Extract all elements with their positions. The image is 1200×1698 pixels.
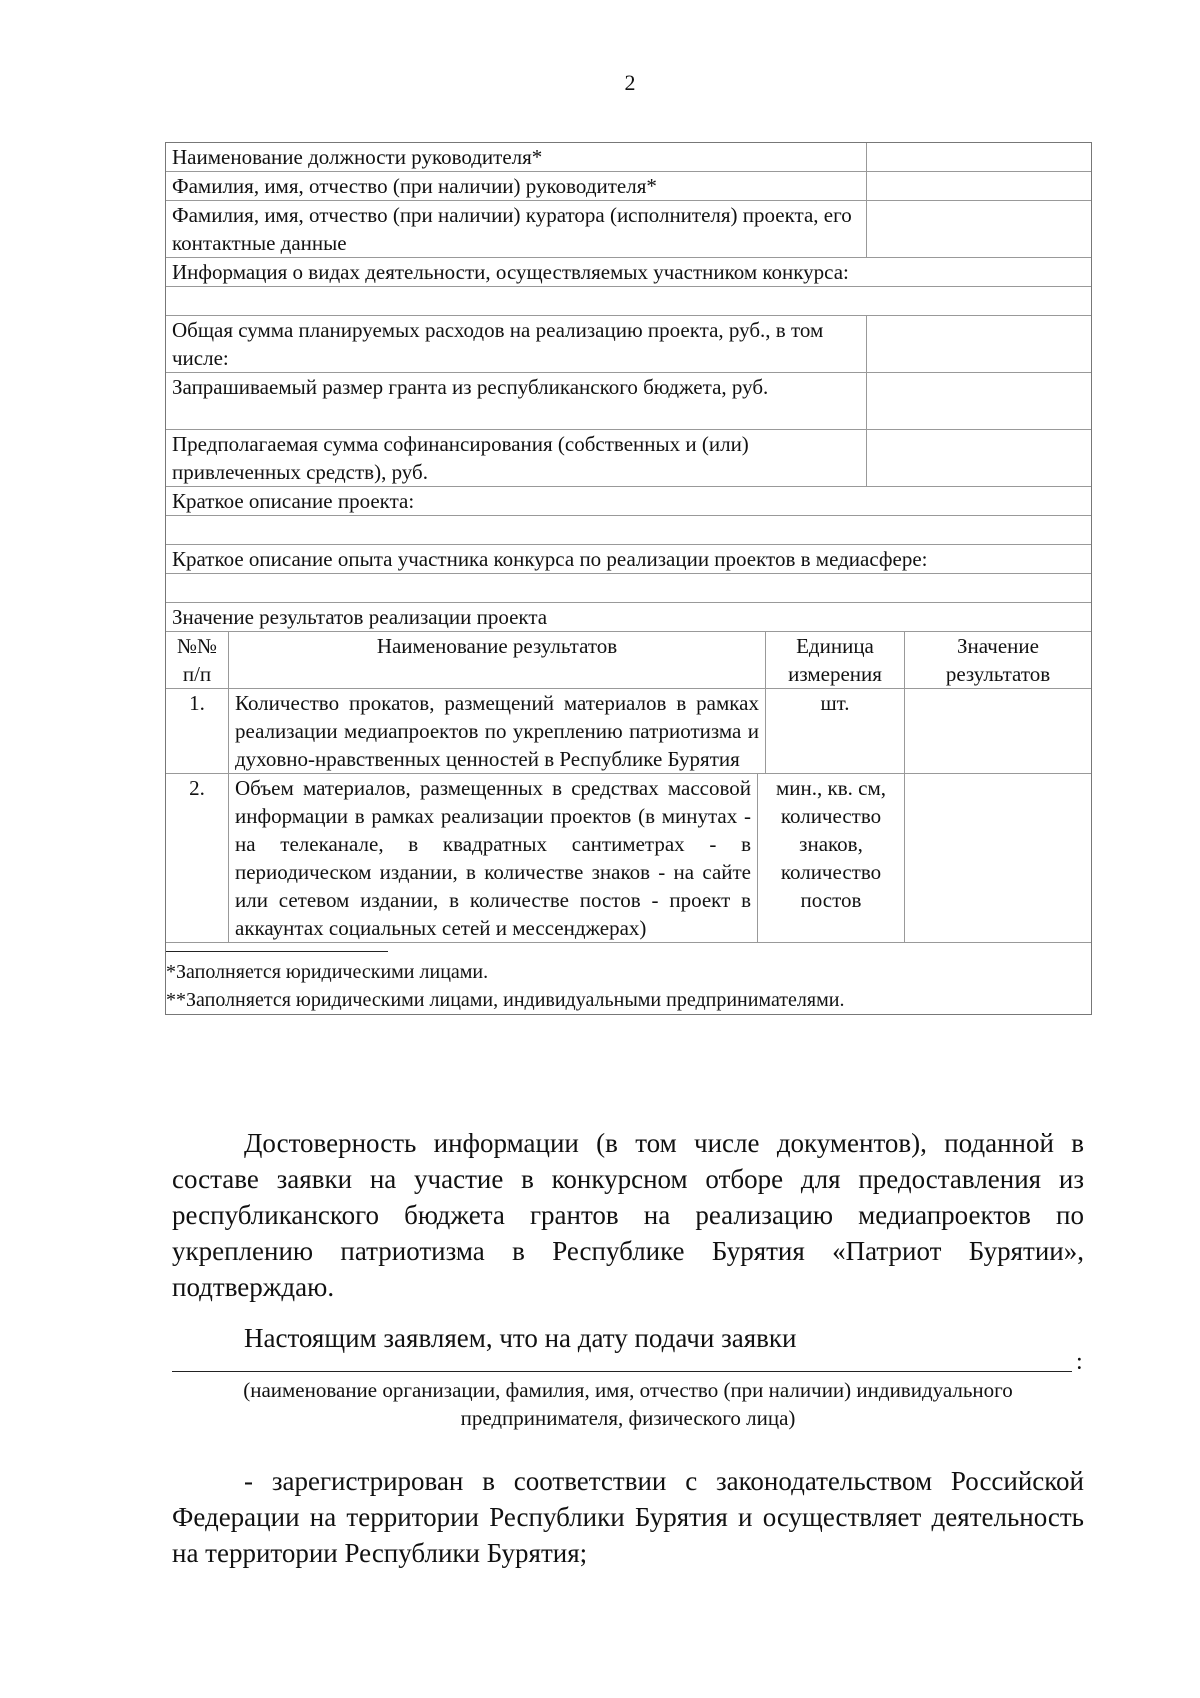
short-description-label: Краткое описание проекта:	[172, 489, 415, 513]
declare-colon: :	[1076, 1349, 1083, 1375]
director-name-label: Фамилия, имя, отчество (при наличии) руководителя*	[172, 174, 657, 198]
row-value[interactable]	[905, 689, 1091, 773]
total-costs-label: Общая сумма планируемых расходов на реализацию проекта, руб., в том числе:	[172, 318, 824, 370]
row-num: 1.	[166, 689, 229, 773]
total-costs-value[interactable]	[866, 316, 1091, 372]
header-unit: Единица измерения	[766, 632, 905, 688]
activities-label: Информация о видах деятельности, осуществляемых участником конкурса:	[172, 260, 849, 284]
row-value[interactable]	[905, 774, 1091, 942]
row-name: Объем материалов, размещенных в средствах массовой информации в рамках реализации проектов (в минутах - на телеканале, в квадратных сантиметрах - в периодическом издании, в количестве знаков - на сайте или сетевом издании, в количестве постов - проект в аккаунтах социальных сетей и мессенджерах)	[229, 774, 758, 942]
row-director-name	[166, 172, 1091, 201]
page-number: 2	[624, 70, 636, 95]
row-unit: мин., кв. см, количество знаков, количество постов	[758, 774, 905, 942]
header-name: Наименование результатов	[229, 632, 766, 688]
footnotes	[166, 943, 1091, 1015]
row-curator	[166, 201, 1091, 258]
row-name: Количество прокатов, размещений материалов в рамках реализации медиапроектов по укреплению патриотизма и духовно-нравственных ценностей в Республике Бурятия	[229, 689, 766, 773]
footnote-rule	[166, 951, 388, 952]
row-grant-requested	[166, 373, 1091, 430]
row-director-position	[166, 143, 1091, 172]
table-row	[166, 774, 1091, 943]
footnote-2: **Заполняется юридическими лицами, индивидуальными предпринимателями.	[166, 989, 845, 1011]
director-position-value[interactable]	[866, 143, 1091, 171]
declare-paragraph: Настоящим заявляем, что на дату подачи заявки	[244, 1323, 797, 1353]
table-row	[166, 689, 1091, 774]
registered-paragraph: - зарегистрирован в соответствии с законодательством Российской Федерации на территории Республики Бурятия и осуществляет деятельность на территории Республики Бурятия;	[172, 1466, 1084, 1568]
curator-value[interactable]	[866, 201, 1091, 257]
grant-requested-value[interactable]	[866, 373, 1091, 429]
grant-requested-label: Запрашиваемый размер гранта из республиканского бюджета, руб.	[172, 375, 769, 399]
row-experience	[166, 545, 1091, 574]
cofinancing-value[interactable]	[866, 430, 1091, 486]
row-activities	[166, 258, 1091, 287]
curator-label: Фамилия, имя, отчество (при наличии) куратора (исполнителя) проекта, его контактные данные	[172, 203, 852, 255]
header-value: Значение результатов	[945, 634, 1051, 686]
director-name-value[interactable]	[866, 172, 1091, 200]
row-unit: шт.	[766, 689, 905, 773]
short-description-value[interactable]	[166, 516, 1091, 545]
row-results-title	[166, 603, 1091, 632]
results-header-row	[166, 632, 1091, 689]
activities-value[interactable]	[166, 287, 1091, 316]
cofinancing-label: Предполагаемая сумма софинансирования (собственных и (или) привлеченных средств), руб.	[172, 432, 749, 484]
experience-label: Краткое описание опыта участника конкурса по реализации проектов в медиасфере:	[172, 547, 928, 571]
reliability-paragraph: Достоверность информации (в том числе документов), поданной в составе заявки на участие в конкурсном отборе для предоставления из республиканского бюджета грантов на реализацию медиапроектов по укреплению патриотизма в Республике Бурятия «Патриот Бурятии», подтверждаю.	[172, 1128, 1084, 1302]
row-cofinancing	[166, 430, 1091, 487]
row-short-description	[166, 487, 1091, 516]
application-form-table	[165, 142, 1092, 1015]
experience-value[interactable]	[166, 574, 1091, 603]
director-position-label: Наименование должности руководителя*	[172, 145, 543, 169]
results-title: Значение результатов реализации проекта	[172, 605, 548, 629]
row-num: 2.	[166, 774, 229, 942]
header-num: №№ п/п	[166, 632, 229, 688]
footnote-1: *Заполняется юридическими лицами.	[166, 961, 489, 983]
declare-blank-line[interactable]	[172, 1371, 1072, 1372]
declare-caption: (наименование организации, фамилия, имя, отчество (при наличии) индивидуального предпринимателя, физического лица)	[243, 1378, 1013, 1430]
row-total-costs	[166, 316, 1091, 373]
